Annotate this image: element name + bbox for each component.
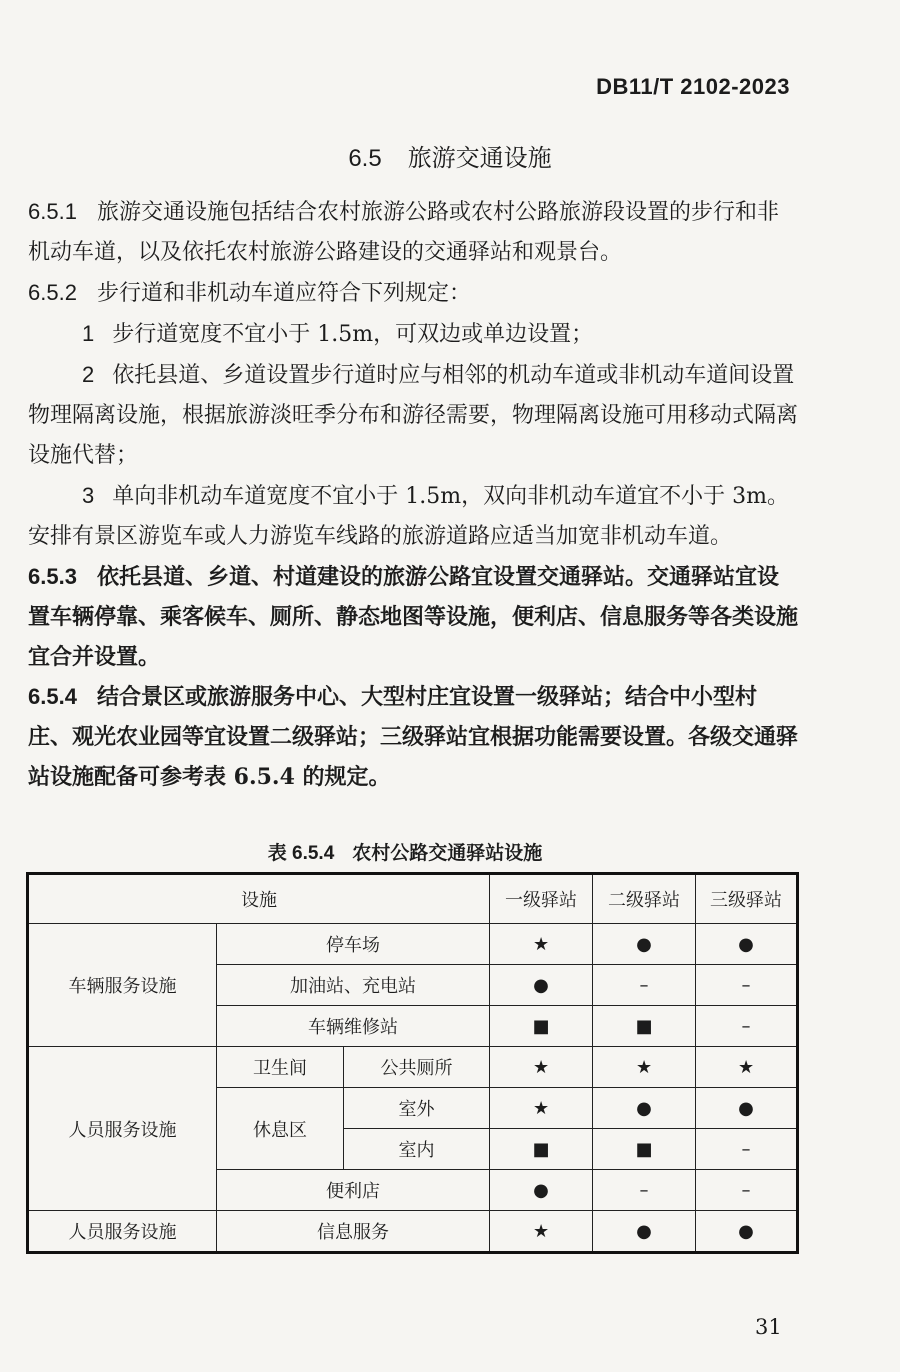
- clause-6-5-3: [28, 557, 798, 677]
- section-title-text: 旅游交通设施: [407, 144, 552, 172]
- clause-6-5-4: [28, 677, 798, 797]
- value-cell: ●: [490, 965, 593, 1006]
- value-cell: –: [593, 965, 696, 1006]
- value-cell: ●: [593, 924, 696, 965]
- list-item: [28, 314, 798, 355]
- item-text: 单向非机动车道宽度不宜小于 1.5m，双向非机动车道宜不小于 3m。安排有景区游览车或人力游览车线路的旅游道路应适当加宽非机动车道。: [28, 484, 789, 549]
- clause-text: 结合景区或旅游服务中心、大型村庄宜设置一级驿站；结合中小型村庄、观光农业园等宜设置二级驿站；三级驿站宜根据功能需要设置。各级交通驿站设施配备可参考表 6.5.4 的规定。: [28, 684, 799, 790]
- value-cell: –: [593, 1170, 696, 1211]
- facilities-table: [26, 872, 799, 1254]
- subgroup-cell: 休息区: [217, 1088, 344, 1170]
- table-number: 表 6.5.4: [267, 843, 335, 864]
- group-cell: 人员服务设施: [28, 1211, 217, 1253]
- facility-cell: 便利店: [217, 1170, 490, 1211]
- header-cell: 一级驿站: [490, 874, 593, 924]
- page-number: 31: [755, 1315, 782, 1339]
- document-body: [28, 192, 798, 797]
- value-cell: ★: [490, 1047, 593, 1088]
- value-cell: ★: [696, 1047, 798, 1088]
- section-title: [0, 138, 900, 173]
- clause-6-5-1: [28, 192, 798, 273]
- facility-cell: 公共厕所: [344, 1047, 490, 1088]
- item-number: 2: [82, 362, 95, 387]
- table-caption: [0, 838, 810, 865]
- facility-cell: 室外: [344, 1088, 490, 1129]
- table-row: [28, 1047, 798, 1088]
- clause-6-5-2: [28, 273, 798, 314]
- header-cell: 二级驿站: [593, 874, 696, 924]
- section-number: 6.5: [348, 145, 382, 172]
- value-cell: –: [696, 1129, 798, 1170]
- facility-cell: 车辆维修站: [217, 1006, 490, 1047]
- value-cell: ●: [696, 924, 798, 965]
- value-cell: ★: [490, 1211, 593, 1253]
- table-row: [28, 924, 798, 965]
- value-cell: ■: [593, 1129, 696, 1170]
- group-cell: 车辆服务设施: [28, 924, 217, 1047]
- value-cell: ■: [490, 1129, 593, 1170]
- value-cell: ★: [593, 1047, 696, 1088]
- value-cell: –: [696, 1006, 798, 1047]
- item-number: 3: [82, 483, 95, 508]
- value-cell: ■: [593, 1006, 696, 1047]
- value-cell: ●: [593, 1211, 696, 1253]
- list-item: [28, 355, 798, 476]
- value-cell: ●: [696, 1211, 798, 1253]
- header-cell: 设施: [28, 874, 490, 924]
- facility-cell: 加油站、充电站: [217, 965, 490, 1006]
- clause-number: 6.5.1: [28, 199, 77, 224]
- header-cell: 三级驿站: [696, 874, 798, 924]
- value-cell: ■: [490, 1006, 593, 1047]
- subgroup-cell: 卫生间: [217, 1047, 344, 1088]
- value-cell: ●: [696, 1088, 798, 1129]
- facility-cell: 停车场: [217, 924, 490, 965]
- clause-text: 依托县道、乡道、村道建设的旅游公路宜设置交通驿站。交通驿站宜设置车辆停靠、乘客候车、厕所、静态地图等设施，便利店、信息服务等各类设施宜合并设置。: [28, 564, 799, 670]
- value-cell: ★: [490, 924, 593, 965]
- value-cell: ●: [593, 1088, 696, 1129]
- item-text: 依托县道、乡道设置步行道时应与相邻的机动车道或非机动车道间设置物理隔离设施，根据旅游淡旺季分布和游径需要，物理隔离设施可用移动式隔离设施代替；: [28, 363, 799, 468]
- item-number: 1: [82, 321, 95, 346]
- value-cell: –: [696, 1170, 798, 1211]
- table-header-row: [28, 874, 798, 924]
- document-code: DB11/T 2102-2023: [596, 74, 790, 99]
- clause-text: 旅游交通设施包括结合农村旅游公路或农村公路旅游段设置的步行和非机动车道，以及依托农村旅游公路建设的交通驿站和观景台。: [28, 200, 779, 265]
- clause-number: 6.5.3: [28, 564, 77, 589]
- group-cell: 人员服务设施: [28, 1047, 217, 1211]
- clause-text: 步行道和非机动车道应符合下列规定：: [96, 281, 471, 306]
- clause-number: 6.5.2: [28, 280, 77, 305]
- list-item: [28, 476, 798, 557]
- facility-cell: 信息服务: [217, 1211, 490, 1253]
- clause-number: 6.5.4: [28, 684, 77, 709]
- item-text: 步行道宽度不宜小于 1.5m，可双边或单边设置；: [112, 322, 594, 347]
- value-cell: ●: [490, 1170, 593, 1211]
- table-row: [28, 1211, 798, 1253]
- value-cell: ★: [490, 1088, 593, 1129]
- table-title: 农村公路交通驿站设施: [352, 842, 543, 864]
- facility-cell: 室内: [344, 1129, 490, 1170]
- value-cell: –: [696, 965, 798, 1006]
